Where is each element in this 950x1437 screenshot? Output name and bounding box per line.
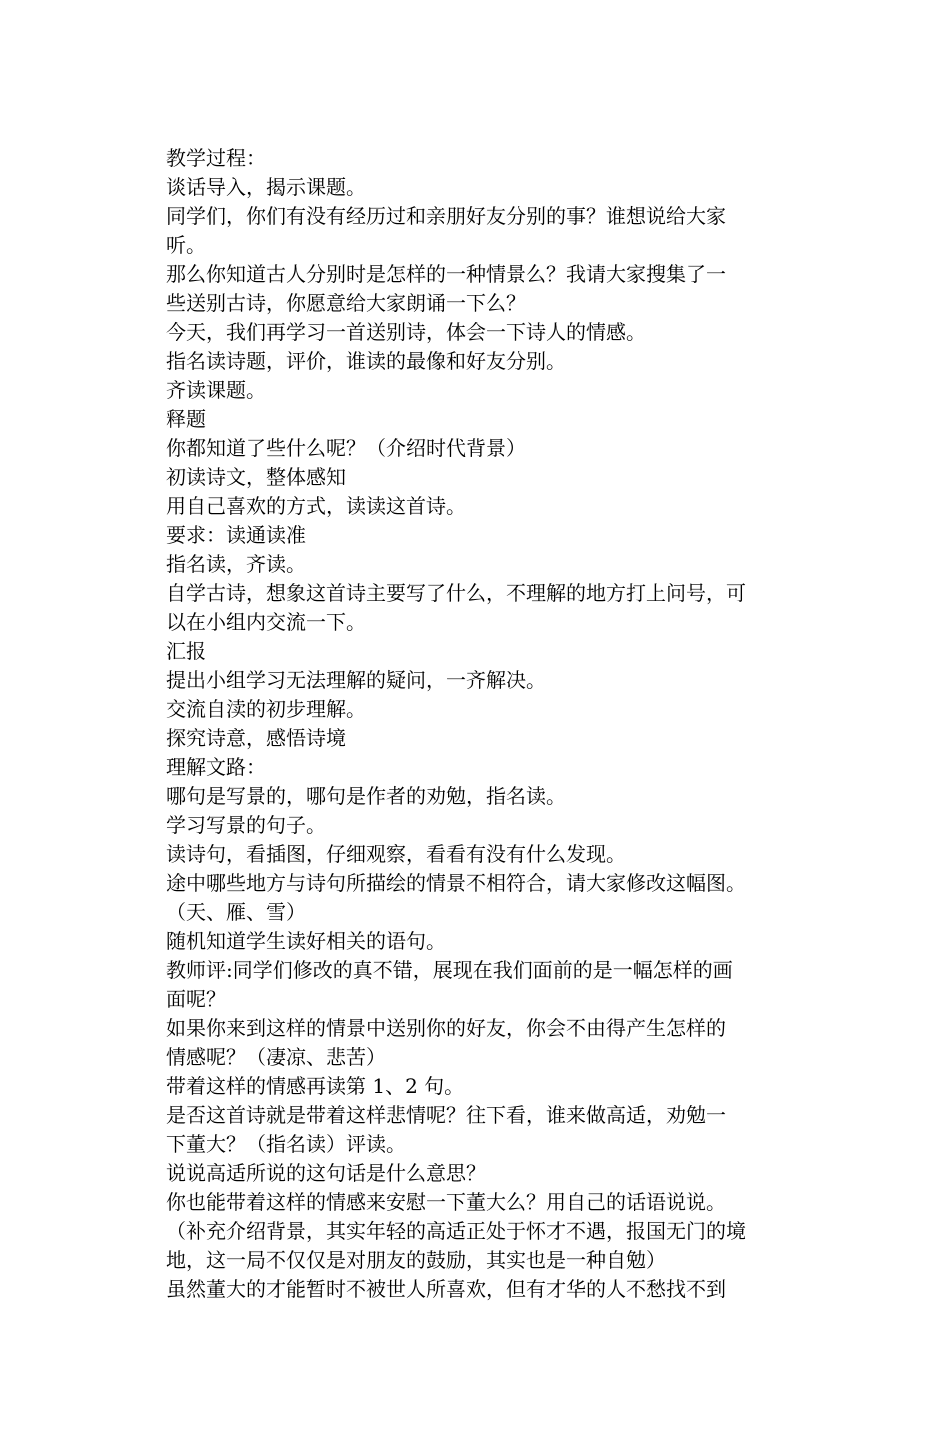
- paragraph-line: 以在小组内交流一下。: [166, 610, 366, 634]
- paragraph-line: 交流自渎的初步理解。: [166, 697, 366, 721]
- paragraph-line: 齐读课题。: [166, 378, 266, 402]
- paragraph-line: 谈话导入，揭示课题。: [166, 175, 366, 199]
- paragraph-line: 说说高适所说的这句话是什么意思？: [166, 1161, 486, 1185]
- paragraph-line: 那么你知道古人分别时是怎样的一种情景么？我请大家搜集了一: [166, 262, 726, 286]
- paragraph-line: 你也能带着这样的情感来安慰一下董大么？用自己的话语说说。: [166, 1190, 726, 1214]
- paragraph-line: 指名读，齐读。: [166, 552, 306, 576]
- paragraph-line: 要求：读通读准: [166, 523, 306, 547]
- paragraph-line: 教师评:同学们修改的真不错，展现在我们面前的是一幅怎样的画: [166, 958, 733, 982]
- paragraph-line: 是否这首诗就是带着这样悲情呢？往下看，谁来做高适，劝勉一: [166, 1103, 726, 1127]
- paragraph-line: 虽然董大的才能暂时不被世人所喜欢，但有才华的人不愁找不到: [166, 1277, 726, 1301]
- paragraph-line: 同学们，你们有没有经历过和亲朋好友分别的事？谁想说给大家: [166, 204, 726, 228]
- paragraph-line: 听。: [166, 233, 206, 257]
- document-body: [166, 144, 788, 1304]
- paragraph-line: 用自己喜欢的方式，读读这首诗。: [166, 494, 466, 518]
- paragraph-line: 读诗句，看插图，仔细观察，看看有没有什么发现。: [166, 842, 626, 866]
- paragraph-line: 随机知道学生读好相关的语句。: [166, 929, 446, 953]
- paragraph-line: 教学过程：: [166, 146, 266, 170]
- paragraph-line: 自学古诗，想象这首诗主要写了什么，不理解的地方打上问号，可: [166, 581, 746, 605]
- paragraph-line: 哪句是写景的，哪句是作者的劝勉，指名读。: [166, 784, 566, 808]
- paragraph-line: 下董大？（指名读）评读。: [166, 1132, 406, 1156]
- paragraph-line: 些送别古诗，你愿意给大家朗诵一下么？: [166, 291, 526, 315]
- paragraph-line: 学习写景的句子。: [166, 813, 326, 837]
- paragraph-line: （补充介绍背景，其实年轻的高适正处于怀才不遇，报国无门的境: [166, 1219, 746, 1243]
- paragraph-line: 指名读诗题，评价，谁读的最像和好友分别。: [166, 349, 566, 373]
- paragraph-line: 如果你来到这样的情景中送别你的好友，你会不由得产生怎样的: [166, 1016, 726, 1040]
- paragraph-line: 提出小组学习无法理解的疑问，一齐解决。: [166, 668, 546, 692]
- paragraph-line: 面呢？: [166, 987, 226, 1011]
- paragraph-line: 探究诗意，感悟诗境: [166, 726, 346, 750]
- paragraph-line: 你都知道了些什么呢？（介绍时代背景）: [166, 436, 526, 460]
- paragraph-line: 释题: [166, 407, 206, 431]
- paragraph-line: （天、雁、雪）: [166, 900, 306, 924]
- paragraph-line: 带着这样的情感再读第 1、2 句。: [166, 1074, 465, 1098]
- paragraph-line: 今天，我们再学习一首送别诗，体会一下诗人的情感。: [166, 320, 646, 344]
- paragraph-line: 途中哪些地方与诗句所描绘的情景不相符合，请大家修改这幅图。: [166, 871, 746, 895]
- paragraph-line: 理解文路：: [166, 755, 266, 779]
- paragraph-line: 初读诗文，整体感知: [166, 465, 346, 489]
- paragraph-line: 地，这一局不仅仅是对朋友的鼓励，其实也是一种自勉）: [166, 1248, 666, 1272]
- paragraph-line: 情感呢？（凄凉、悲苦）: [166, 1045, 386, 1069]
- paragraph-line: 汇报: [166, 639, 206, 663]
